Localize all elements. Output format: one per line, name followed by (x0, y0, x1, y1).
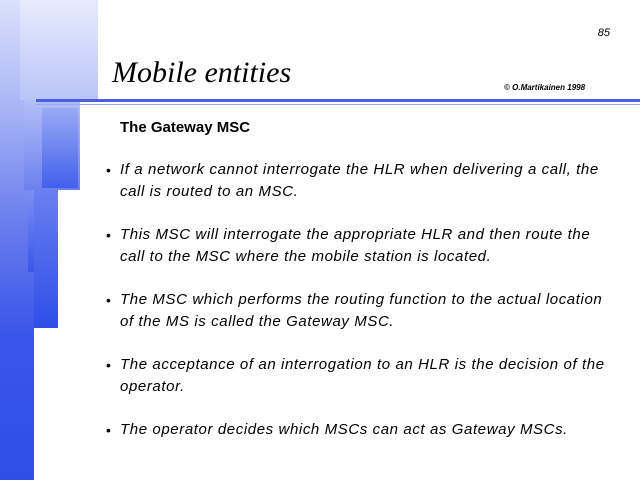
bullet-icon: • (106, 292, 112, 308)
slide-title: Mobile entities (112, 56, 292, 89)
bullet-item (106, 224, 606, 268)
bullet-text: If a network cannot interrogate the HLR when delivering a call, the call is routed to an MSC. (120, 161, 599, 200)
bullet-icon: • (106, 357, 112, 373)
page-number: 85 (597, 27, 610, 39)
bullet-text: This MSC will interrogate the appropriate HLR and then route the call to the MSC where the mobile station is located. (120, 226, 591, 265)
bullet-item (106, 289, 606, 333)
bullet-text: The MSC which performs the routing function to the actual location of the MS is called the Gateway MSC. (120, 291, 603, 330)
bullet-list (106, 159, 606, 462)
bullet-icon: • (106, 227, 112, 243)
copyright-notice: © O.Martikainen 1998 (504, 83, 586, 92)
bullet-text: The operator decides which MSCs can act as Gateway MSCs. (120, 421, 568, 438)
decor-block-bottom-tail (34, 190, 58, 328)
decor-block-lower (42, 108, 78, 188)
bullet-item (106, 419, 606, 441)
title-divider-thin (36, 104, 640, 105)
bullet-icon: • (106, 162, 112, 178)
bullet-text: The acceptance of an interrogation to an HLR is the decision of the operator. (120, 356, 605, 395)
section-heading: The Gateway MSC (120, 119, 251, 136)
bullet-item (106, 354, 606, 398)
bullet-icon: • (106, 422, 112, 438)
decor-block-top (20, 0, 98, 100)
bullet-item (106, 159, 606, 203)
title-divider (36, 99, 640, 102)
